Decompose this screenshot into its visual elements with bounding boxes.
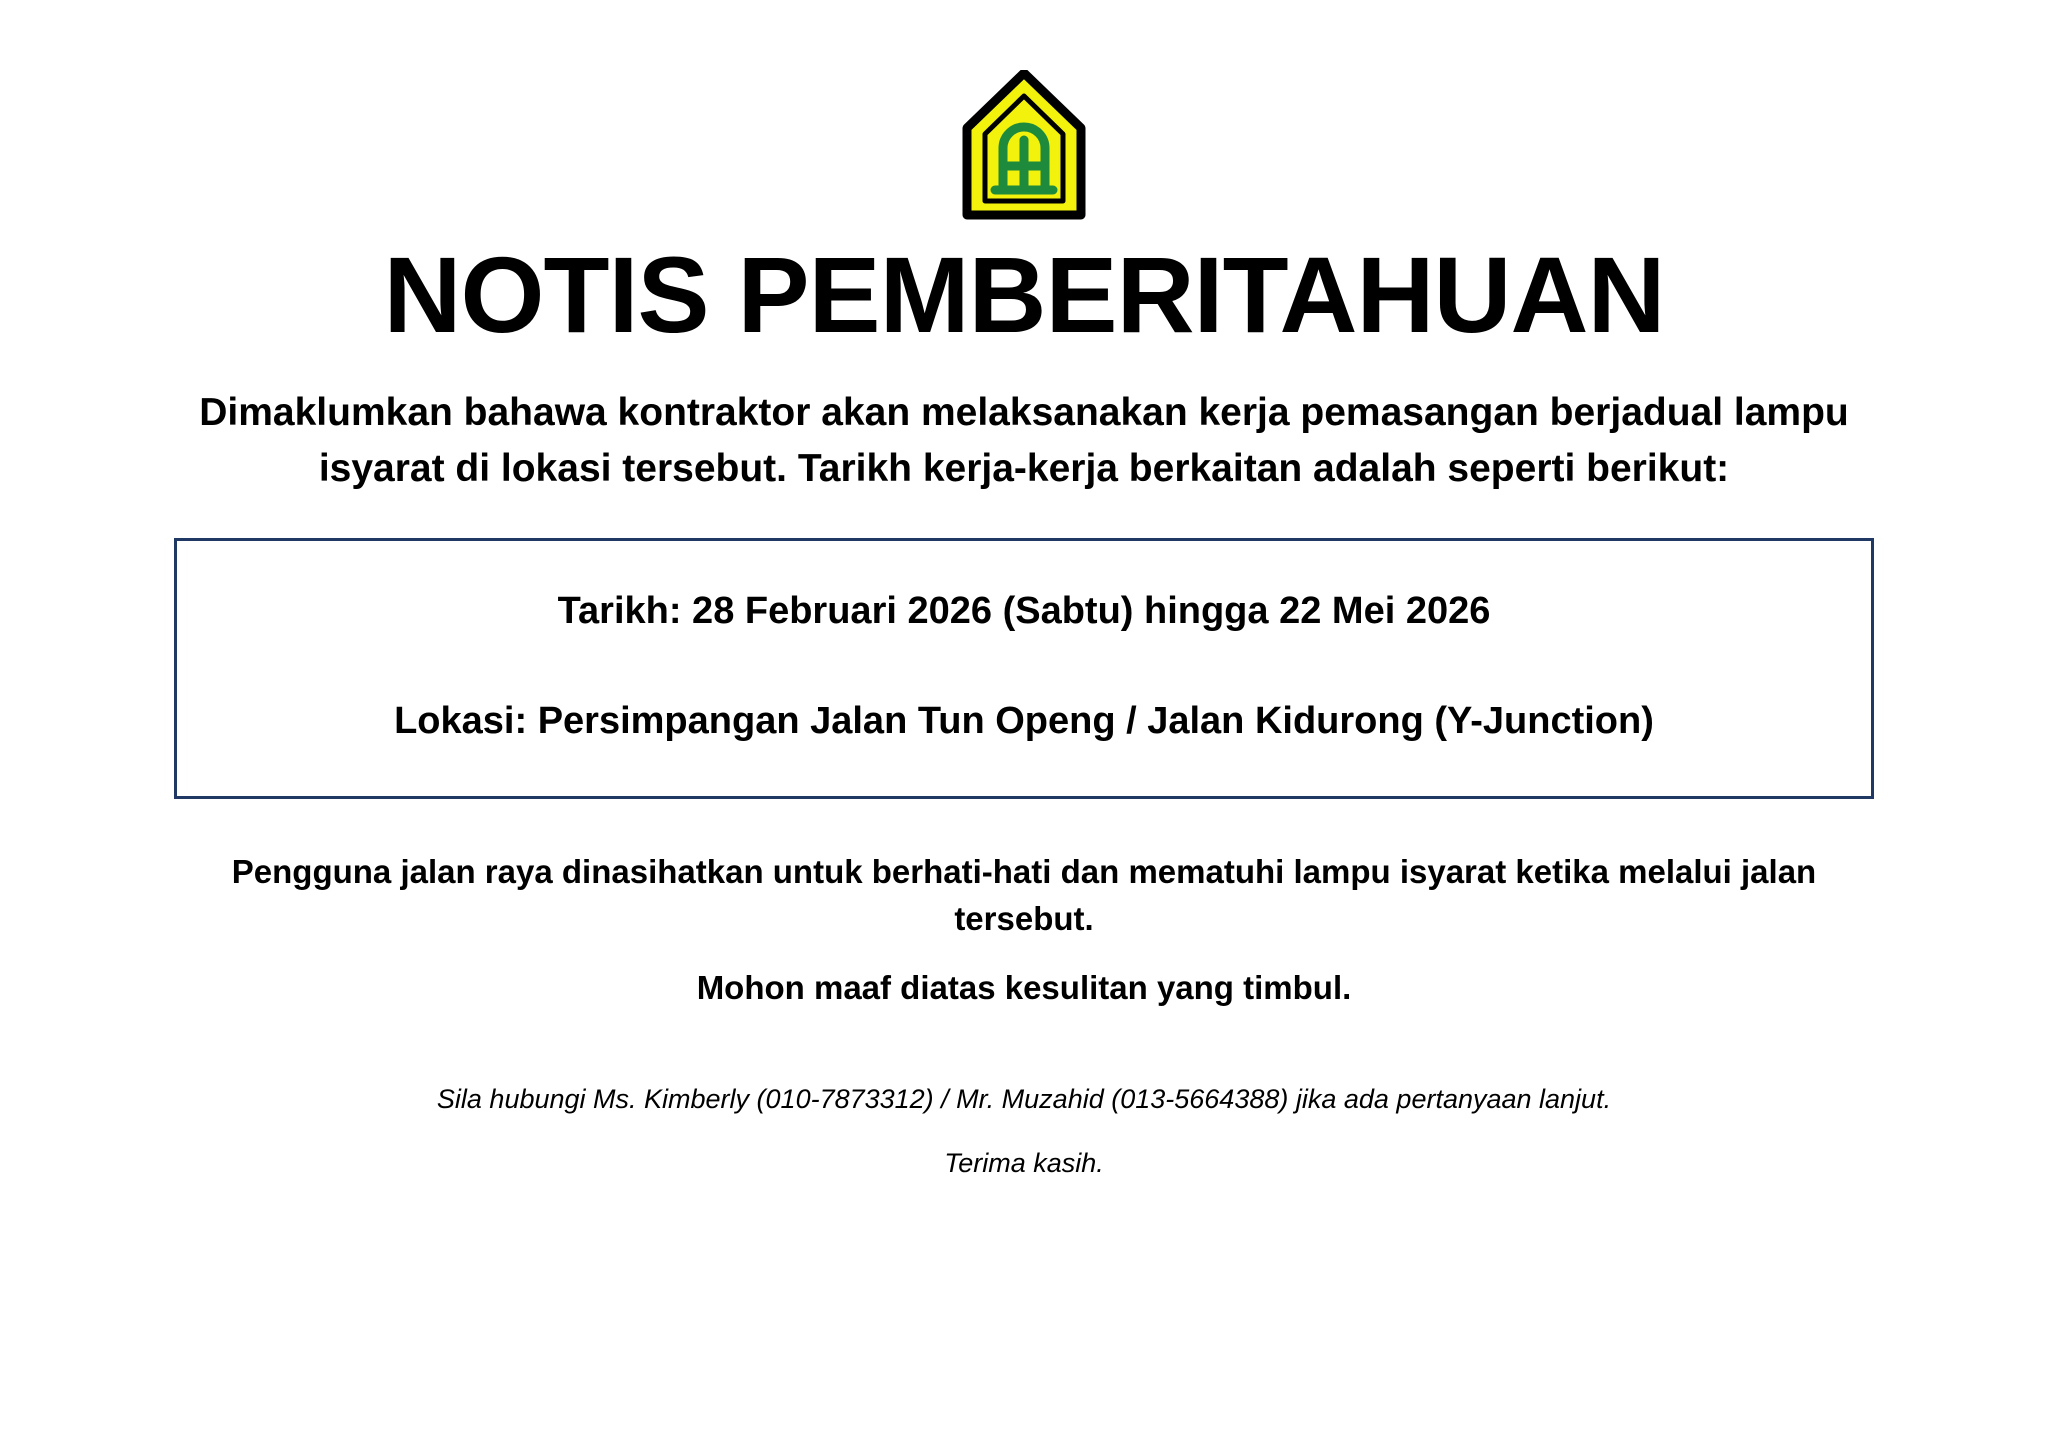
council-crest-icon (959, 70, 1089, 220)
apology-text: Mohon maaf diatas kesulitan yang timbul. (696, 968, 1352, 1006)
detail-location: Lokasi: Persimpangan Jalan Tun Openg / Jalan Kidurong (Y-Junction) (394, 699, 1654, 742)
detail-date: Tarikh: 28 Februari 2026 (Sabtu) hingga 22 Mei 2026 (557, 590, 1491, 633)
page-title: NOTIS PEMBERITAHUAN (383, 234, 1665, 355)
contact-text: Sila hubungi Ms. Kimberly (010-7873312) / Mr. Muzahid (013-5664388) jika ada pertanyaan lanjut. (436, 1083, 1612, 1114)
thanks-text: Terima kasih. (944, 1147, 1104, 1178)
advisory-text: Pengguna jalan raya dinasihatkan untuk berhati-hati dan mematuhi lampu isyarat ketika melalui jalan tersebut. (231, 852, 1817, 937)
details-box (174, 538, 1874, 799)
intro-paragraph: Dimaklumkan bahawa kontraktor akan melaksanakan kerja pemasangan berjadual lampu isyarat di lokasi tersebut. Tarikh kerja-kerja berkaitan adalah seperti berikut: (199, 391, 1849, 490)
